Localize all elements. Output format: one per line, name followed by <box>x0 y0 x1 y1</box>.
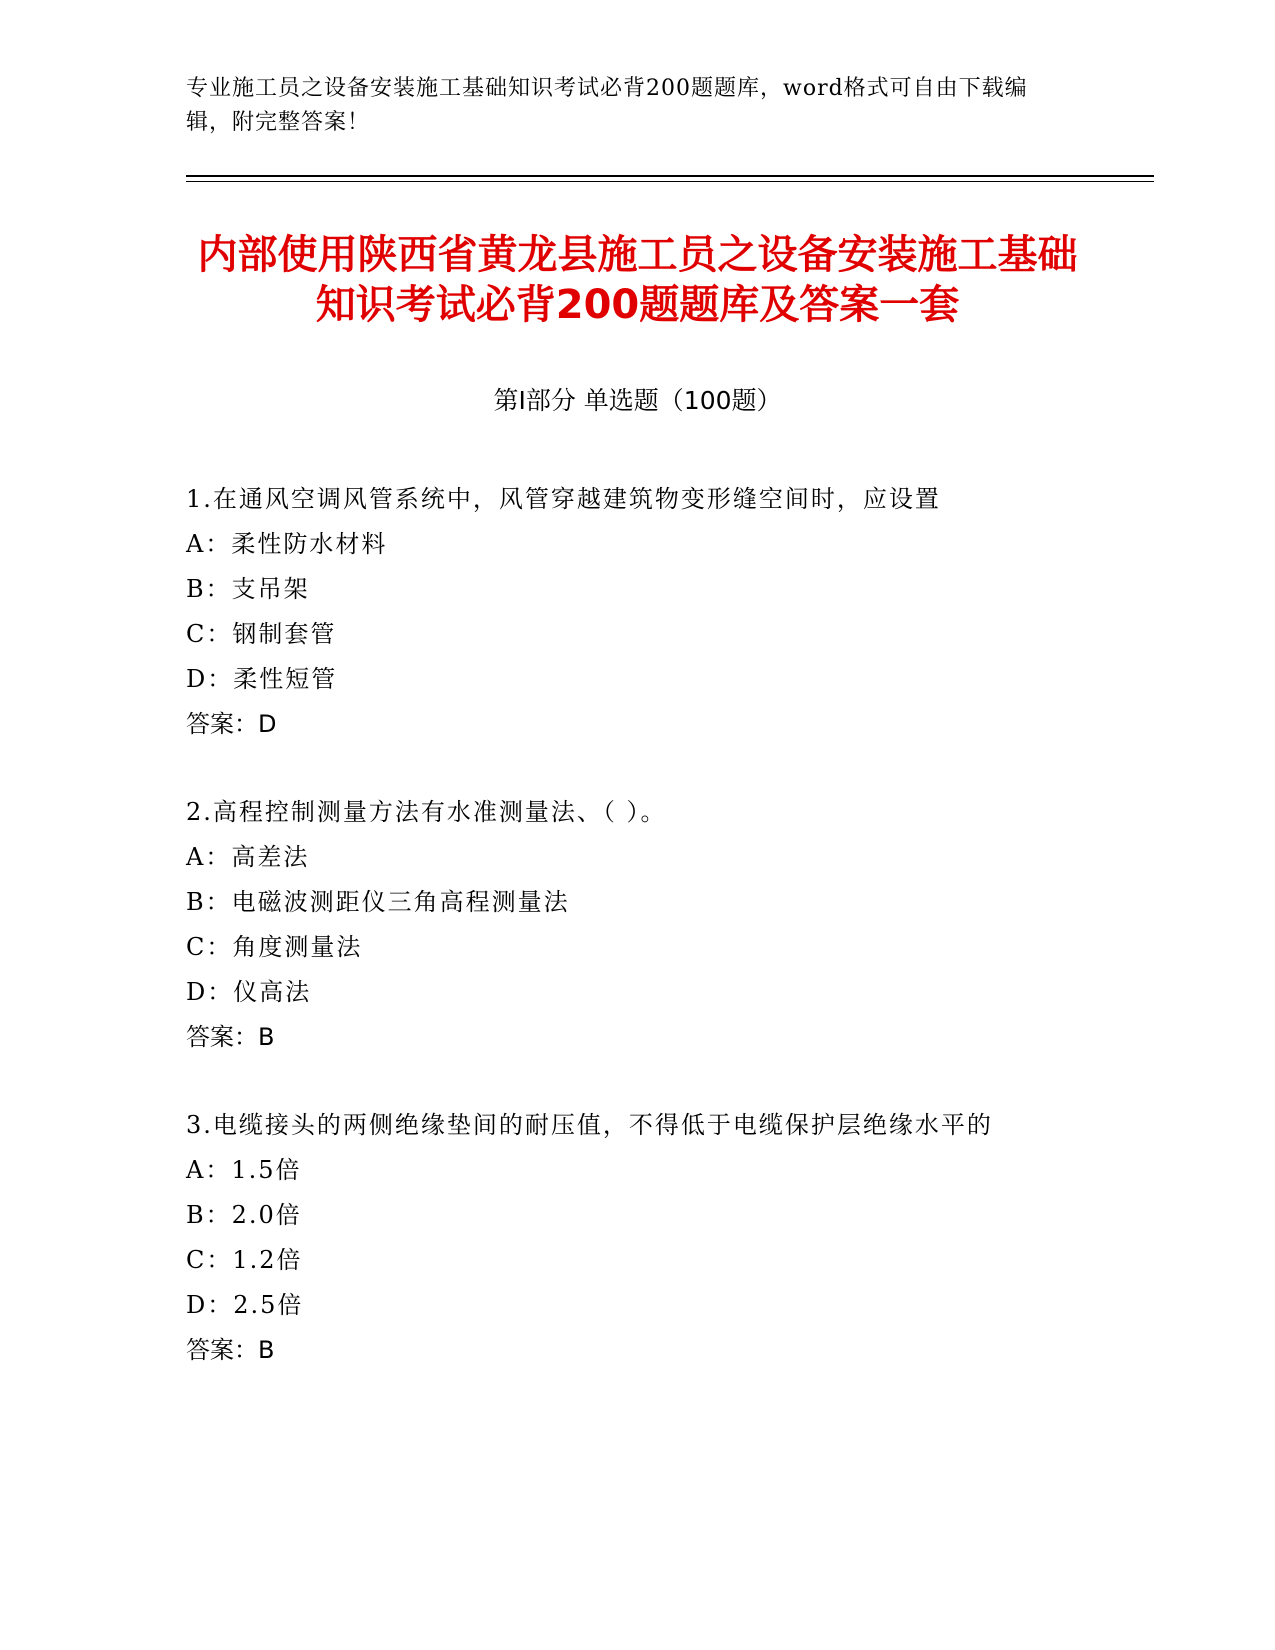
option-b: B：电磁波测距仪三角高程测量法 <box>186 888 570 916</box>
question-text: 1.在通风空调风管系统中，风管穿越建筑物变形缝空间时，应设置 <box>186 485 941 513</box>
section-title: 第Ⅰ部分 单选题（100题） <box>493 386 782 415</box>
question-text: 3.电缆接头的两侧绝缘垫间的耐压值，不得低于电缆保护层绝缘水平的 <box>186 1111 993 1139</box>
option-d: D：仪高法 <box>186 978 312 1006</box>
option-b: B：2.0倍 <box>186 1201 302 1229</box>
option-c: C：钢制套管 <box>186 620 337 648</box>
option-c: C：角度测量法 <box>186 933 363 961</box>
question-1 <box>186 476 1066 747</box>
document-title: 内部使用陕西省黄龙县施工员之设备安装施工基础知识考试必背200题题库及答案一套 <box>197 232 1078 328</box>
answer: 答案：B <box>186 1336 275 1364</box>
answer: 答案：D <box>186 710 277 738</box>
answer: 答案：B <box>186 1023 275 1051</box>
option-a: A：高差法 <box>186 843 310 871</box>
option-d: D：柔性短管 <box>186 665 338 693</box>
option-b: B：支吊架 <box>186 575 310 603</box>
header-divider-thin <box>186 181 1154 182</box>
header-divider-thick <box>186 175 1154 177</box>
option-a: A：柔性防水材料 <box>186 530 388 558</box>
option-d: D：2.5倍 <box>186 1291 304 1319</box>
question-2 <box>186 789 1066 1060</box>
question-list <box>186 476 1066 1415</box>
header-note: 专业施工员之设备安装施工基础知识考试必背200题题库，word格式可自由下载编辑，附完整答案！ <box>186 76 1028 135</box>
question-3 <box>186 1102 1066 1373</box>
question-text: 2.高程控制测量方法有水准测量法、（ ）。 <box>186 798 667 826</box>
option-c: C：1.2倍 <box>186 1246 303 1274</box>
option-a: A：1.5倍 <box>186 1156 302 1184</box>
